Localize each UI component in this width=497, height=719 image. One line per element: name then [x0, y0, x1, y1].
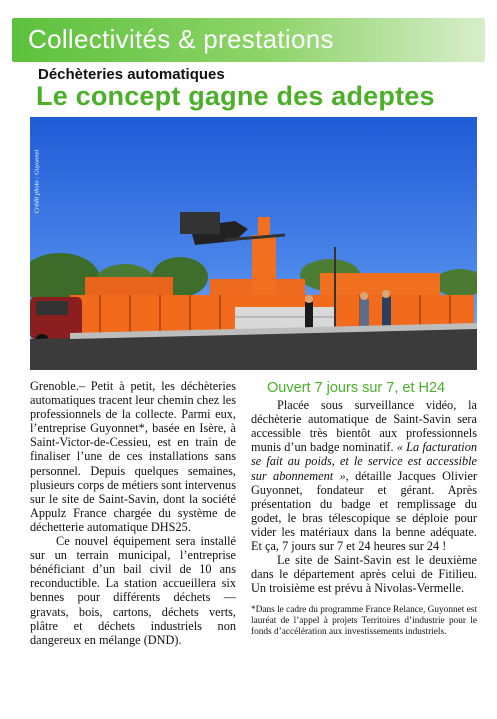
article-paragraph: Placée sous surveillance vidéo, la déchèterie automatique de Saint-Savin sera accessible très bientôt aux professionnels munis d’un badge nominatif. « La facturation se fait au poids, et le service est accessible sur abonnement », détaille Jacques Olivier Guyonnet, fondateur et gérant. Après présentation du badge et remplissage du godet, le bras télescopique se déploie pour vider les matériaux dans la benne adéquate. Et ça, 7 jours sur 7 et 24 heures sur 24 !	[251, 398, 478, 554]
article-paragraph: Le site de Saint-Savin est le deuxième dans le département après celui de Fitilieu. Un troisième est prévu à Nivolas-Vermelle.	[251, 553, 477, 596]
section-banner	[12, 18, 485, 62]
article-footnote: *Dans le cadre du programme France Relance, Guyonnet est lauréat de l’appel à projets Territoires d’industrie pour le fonds d’accélération aux investissements industriels.	[251, 605, 477, 638]
article-headline: Le concept gagne des adeptes	[36, 81, 435, 111]
article-subhead: Ouvert 7 jours sur 7, et H24	[267, 380, 446, 396]
article-paragraph: Ce nouvel équipement sera installé sur un terrain municipal, l’entreprise bénéficiant d’un bail civil de 10 ans reconductible. La station accueillera six bennes pour différents déchets — gravats, bois, cartons, déchets verts, plâtre et déchets industriels non dangereux en mélange (DND).	[30, 534, 236, 647]
article-paragraph: Grenoble.– Petit à petit, les déchèteries automatiques tracent leur chemin chez les professionnels de la collecte. Parmi eux, l’entreprise Guyonnet*, basée en Isère, à Saint-Victor-de-Cessieu, est en train de finaliser l’une de ces installations sans personnel. Depuis quelques semaines, plusieurs corps de métiers sont intervenus sur le site de Saint-Savin, dont la société Appulz France chargée du système de déchetterie automatique DHS25.	[30, 379, 236, 534]
article-kicker: Déchèteries automatiques	[38, 66, 225, 83]
article-column-left	[30, 379, 236, 647]
section-title: Collectivités & prestations	[28, 24, 334, 54]
article-photo	[30, 117, 477, 370]
article-column-right	[251, 381, 477, 638]
photo-credit: Crédit photo : Guyonnet	[33, 149, 41, 214]
article-quote: « La facturation se fait au poids, et le service est accessible sur abonnement »	[251, 440, 478, 483]
